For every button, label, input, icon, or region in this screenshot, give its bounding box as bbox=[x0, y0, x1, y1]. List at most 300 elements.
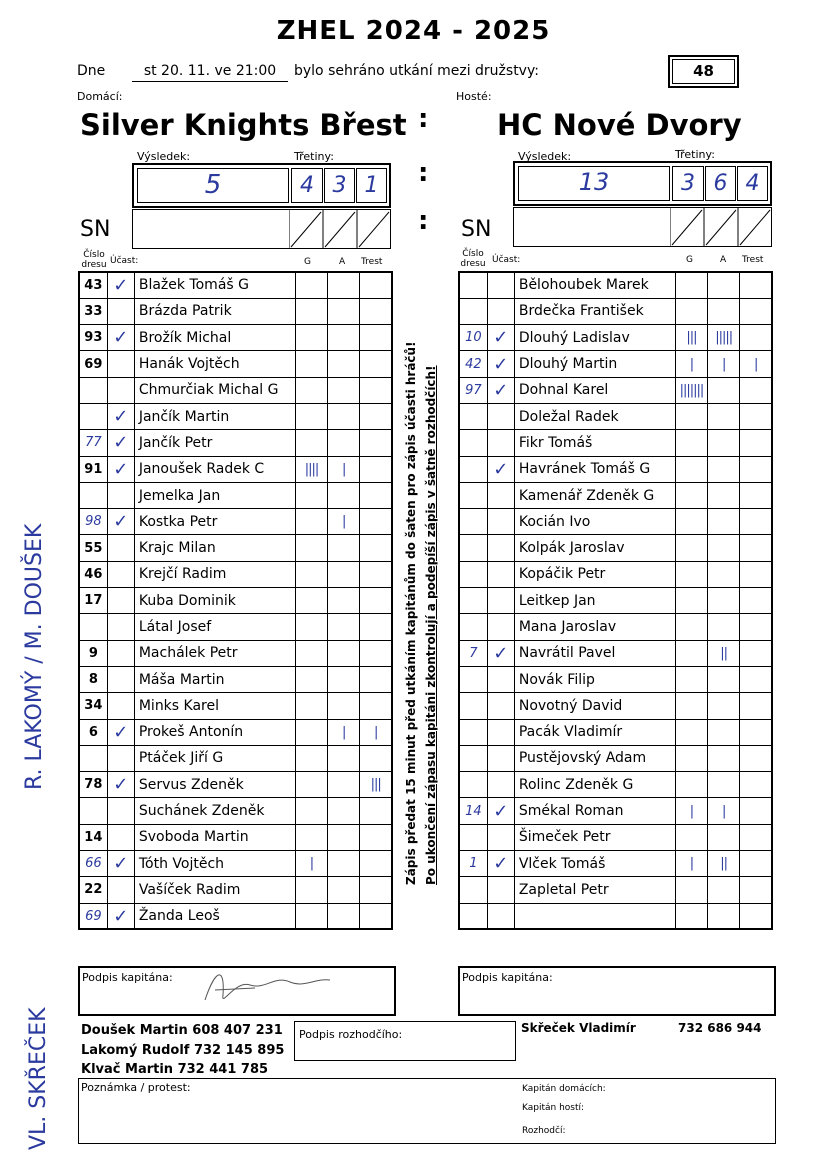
home-captain-sign-box bbox=[78, 966, 396, 1016]
assists-cell: || bbox=[708, 851, 740, 877]
home-roster-row bbox=[79, 614, 392, 640]
attendance-check: ✓ bbox=[487, 456, 514, 482]
player-name: Blažek Tomáš G bbox=[134, 272, 295, 298]
penalty-cell: | bbox=[360, 719, 392, 745]
player-name: Bělohoubek Marek bbox=[514, 272, 675, 298]
attendance-check bbox=[107, 877, 134, 903]
note-protest-box bbox=[78, 1078, 776, 1144]
home-roster-row bbox=[79, 666, 392, 692]
goals-cell bbox=[295, 351, 327, 377]
away-number-header: Číslo dresu bbox=[460, 249, 486, 269]
middle-note-1: Zápis předat 15 minut před utkáním kapitánům do šaten pro zápis účasti hráčů! bbox=[404, 341, 418, 885]
jersey-number: 98 bbox=[79, 509, 107, 535]
home-roster-row bbox=[79, 745, 392, 771]
goals-cell bbox=[295, 877, 327, 903]
goals-cell bbox=[675, 903, 707, 929]
goals-cell bbox=[295, 693, 327, 719]
player-name: Chmurčiak Michal G bbox=[134, 377, 295, 403]
penalty-cell bbox=[740, 561, 772, 587]
goals-cell bbox=[675, 588, 707, 614]
attendance-check: ✓ bbox=[107, 719, 134, 745]
attendance-check bbox=[487, 588, 514, 614]
attendance-check bbox=[487, 430, 514, 456]
home-roster-row bbox=[79, 535, 392, 561]
home-roster-row bbox=[79, 272, 392, 298]
goals-cell bbox=[295, 403, 327, 429]
attendance-check bbox=[107, 535, 134, 561]
away-score: 13 bbox=[578, 168, 610, 196]
penalty-cell bbox=[740, 877, 772, 903]
assists-cell bbox=[328, 272, 360, 298]
player-name: Mana Jaroslav bbox=[514, 614, 675, 640]
away-sn-box bbox=[513, 207, 772, 247]
home-roster-row bbox=[79, 561, 392, 587]
attendance-check: ✓ bbox=[107, 325, 134, 351]
penalty-cell bbox=[360, 851, 392, 877]
home-period-3: 1 bbox=[364, 173, 379, 198]
away-sn-label: SN bbox=[461, 217, 492, 242]
away-roster-row bbox=[459, 325, 772, 351]
goals-cell bbox=[295, 614, 327, 640]
jersey-number: 43 bbox=[79, 272, 107, 298]
penalty-cell bbox=[360, 561, 392, 587]
jersey-number: 55 bbox=[79, 535, 107, 561]
assists-cell bbox=[708, 377, 740, 403]
goals-cell bbox=[675, 456, 707, 482]
attendance-check bbox=[487, 403, 514, 429]
assists-cell bbox=[708, 509, 740, 535]
penalty-cell bbox=[740, 693, 772, 719]
player-name: Šimeček Petr bbox=[514, 824, 675, 850]
jersey-number bbox=[459, 535, 487, 561]
penalty-cell bbox=[360, 535, 392, 561]
home-a-header: A bbox=[339, 257, 346, 267]
jersey-number: 14 bbox=[459, 798, 487, 824]
assists-cell: ||||| bbox=[708, 325, 740, 351]
home-result-label: Výsledek: bbox=[137, 150, 191, 163]
attendance-check bbox=[487, 272, 514, 298]
goals-cell bbox=[675, 561, 707, 587]
penalty-cell bbox=[740, 588, 772, 614]
home-period-2: 3 bbox=[332, 173, 347, 198]
player-name: Doležal Radek bbox=[514, 403, 675, 429]
jersey-number: 6 bbox=[79, 719, 107, 745]
assists-cell: || bbox=[708, 640, 740, 666]
home-label: Domácí: bbox=[77, 90, 123, 103]
penalty-cell bbox=[740, 509, 772, 535]
penalty-cell bbox=[360, 693, 392, 719]
referee-2: Lakomý Rudolf 732 145 895 bbox=[81, 1043, 285, 1058]
player-name: Brdečka František bbox=[514, 298, 675, 324]
player-name: Kostka Petr bbox=[134, 509, 295, 535]
goals-cell bbox=[295, 640, 327, 666]
goals-cell: |||| bbox=[295, 456, 327, 482]
away-roster-row bbox=[459, 798, 772, 824]
jersey-number: 7 bbox=[459, 640, 487, 666]
assists-cell: | bbox=[328, 456, 360, 482]
penalty-cell bbox=[740, 272, 772, 298]
assists-cell bbox=[328, 588, 360, 614]
home-roster-table bbox=[78, 271, 393, 930]
home-score: 5 bbox=[204, 170, 222, 200]
attendance-check: ✓ bbox=[107, 403, 134, 429]
referee-3: Klvač Martin 732 441 785 bbox=[81, 1062, 269, 1077]
away-roster-row bbox=[459, 298, 772, 324]
penalty-cell bbox=[360, 640, 392, 666]
assists-cell bbox=[708, 430, 740, 456]
home-captain-bottom-label: Kapitán domácích: bbox=[522, 1084, 606, 1094]
assists-cell bbox=[328, 430, 360, 456]
attendance-check bbox=[487, 509, 514, 535]
player-name: Dohnal Karel bbox=[514, 377, 675, 403]
assists-cell bbox=[708, 456, 740, 482]
jersey-number: 78 bbox=[79, 772, 107, 798]
jersey-number bbox=[459, 561, 487, 587]
match-number: 48 bbox=[668, 55, 739, 88]
goals-cell bbox=[675, 640, 707, 666]
goals-cell bbox=[295, 798, 327, 824]
player-name: Novák Filip bbox=[514, 666, 675, 692]
assists-cell bbox=[328, 772, 360, 798]
home-roster-row bbox=[79, 509, 392, 535]
attendance-check bbox=[107, 798, 134, 824]
attendance-check: ✓ bbox=[487, 325, 514, 351]
attendance-check bbox=[487, 482, 514, 508]
jersey-number bbox=[79, 798, 107, 824]
assists-cell bbox=[708, 666, 740, 692]
jersey-number bbox=[459, 482, 487, 508]
home-roster-row bbox=[79, 824, 392, 850]
away-roster-row bbox=[459, 509, 772, 535]
jersey-number bbox=[459, 824, 487, 850]
attendance-check bbox=[487, 561, 514, 587]
player-name: Brázda Patrik bbox=[134, 298, 295, 324]
away-trest-header: Trest bbox=[742, 255, 764, 265]
jersey-number: 97 bbox=[459, 377, 487, 403]
jersey-number bbox=[79, 403, 107, 429]
jersey-number: 42 bbox=[459, 351, 487, 377]
player-name: Pustějovský Adam bbox=[514, 745, 675, 771]
attendance-check: ✓ bbox=[487, 377, 514, 403]
away-g-header: G bbox=[686, 255, 693, 265]
penalty-cell bbox=[360, 456, 392, 482]
player-name: Leitkep Jan bbox=[514, 588, 675, 614]
player-name: Suchánek Zdeněk bbox=[134, 798, 295, 824]
attendance-check: ✓ bbox=[107, 772, 134, 798]
attendance-check: ✓ bbox=[487, 851, 514, 877]
jersey-number bbox=[459, 745, 487, 771]
penalty-cell bbox=[740, 298, 772, 324]
goals-cell: | bbox=[675, 351, 707, 377]
home-roster-row bbox=[79, 693, 392, 719]
player-name: Jemelka Jan bbox=[134, 482, 295, 508]
jersey-number: 17 bbox=[79, 588, 107, 614]
jersey-number: 1 bbox=[459, 851, 487, 877]
goals-cell: | bbox=[295, 851, 327, 877]
contact-name: Skřeček Vladimír bbox=[521, 1021, 636, 1035]
home-captain-signature bbox=[195, 960, 335, 1012]
penalty-cell bbox=[360, 325, 392, 351]
assists-cell bbox=[328, 693, 360, 719]
goals-cell: ||||||| bbox=[675, 377, 707, 403]
penalty-cell bbox=[740, 640, 772, 666]
away-roster-row bbox=[459, 851, 772, 877]
away-roster-row bbox=[459, 903, 772, 929]
goals-cell bbox=[675, 693, 707, 719]
jersey-number bbox=[79, 482, 107, 508]
played-text: bylo sehráno utkání mezi družstvy: bbox=[294, 63, 539, 79]
jersey-number bbox=[459, 903, 487, 929]
assists-cell bbox=[328, 351, 360, 377]
penalty-cell: ||| bbox=[360, 772, 392, 798]
penalty-cell bbox=[360, 403, 392, 429]
jersey-number: 33 bbox=[79, 298, 107, 324]
assists-cell bbox=[328, 614, 360, 640]
home-roster-row bbox=[79, 325, 392, 351]
attendance-check: ✓ bbox=[107, 456, 134, 482]
penalty-cell bbox=[740, 614, 772, 640]
player-name: Máša Martin bbox=[134, 666, 295, 692]
colon-separator: : bbox=[418, 104, 429, 134]
goals-cell bbox=[295, 745, 327, 771]
penalty-cell bbox=[740, 798, 772, 824]
player-name: Látal Josef bbox=[134, 614, 295, 640]
assists-cell bbox=[328, 903, 360, 929]
attendance-check bbox=[487, 824, 514, 850]
player-name: Fikr Tomáš bbox=[514, 430, 675, 456]
assists-cell: | bbox=[328, 509, 360, 535]
player-name: Vlček Tomáš bbox=[514, 851, 675, 877]
goals-cell bbox=[295, 666, 327, 692]
assists-cell bbox=[328, 851, 360, 877]
player-name: Kolpák Jaroslav bbox=[514, 535, 675, 561]
attendance-check bbox=[487, 877, 514, 903]
penalty-cell bbox=[740, 377, 772, 403]
penalty-cell bbox=[740, 482, 772, 508]
jersey-number bbox=[79, 614, 107, 640]
away-captain-sign-label: Podpis kapitána: bbox=[462, 971, 553, 984]
note-protest-label: Poznámka / protest: bbox=[81, 1081, 191, 1094]
goals-cell bbox=[295, 325, 327, 351]
attendance-check bbox=[487, 666, 514, 692]
goals-cell bbox=[675, 877, 707, 903]
player-name: Zapletal Petr bbox=[514, 877, 675, 903]
home-roster-row bbox=[79, 456, 392, 482]
home-roster-row bbox=[79, 772, 392, 798]
player-name: Vašíček Radim bbox=[134, 877, 295, 903]
assists-cell: | bbox=[328, 719, 360, 745]
home-team-name: Silver Knights Břest bbox=[80, 108, 407, 142]
penalty-cell: | bbox=[740, 351, 772, 377]
penalty-cell bbox=[740, 719, 772, 745]
penalty-cell bbox=[740, 903, 772, 929]
assists-cell bbox=[328, 535, 360, 561]
attendance-check bbox=[487, 719, 514, 745]
attendance-check bbox=[107, 588, 134, 614]
goals-cell bbox=[675, 745, 707, 771]
goals-cell bbox=[295, 430, 327, 456]
player-name: Janoušek Radek C bbox=[134, 456, 295, 482]
penalty-cell bbox=[360, 272, 392, 298]
player-name: Servus Zdeněk bbox=[134, 772, 295, 798]
player-name: Jančík Martin bbox=[134, 403, 295, 429]
attendance-check bbox=[487, 614, 514, 640]
player-name: Hanák Vojtěch bbox=[134, 351, 295, 377]
attendance-check bbox=[107, 666, 134, 692]
home-roster-row bbox=[79, 798, 392, 824]
penalty-cell bbox=[740, 535, 772, 561]
jersey-number: 77 bbox=[79, 430, 107, 456]
referee-sign-label: Podpis rozhodčího: bbox=[299, 1028, 403, 1041]
away-roster-row bbox=[459, 377, 772, 403]
goals-cell bbox=[295, 272, 327, 298]
assists-cell bbox=[708, 482, 740, 508]
away-roster-row bbox=[459, 403, 772, 429]
penalty-cell bbox=[360, 377, 392, 403]
jersey-number: 69 bbox=[79, 903, 107, 929]
goals-cell bbox=[675, 535, 707, 561]
assists-cell bbox=[708, 719, 740, 745]
away-roster-row bbox=[459, 824, 772, 850]
away-roster-row bbox=[459, 482, 772, 508]
home-roster-row bbox=[79, 719, 392, 745]
penalty-cell bbox=[740, 430, 772, 456]
away-roster-row bbox=[459, 640, 772, 666]
home-trest-header: Trest bbox=[361, 257, 383, 267]
assists-cell bbox=[328, 561, 360, 587]
assists-cell bbox=[328, 377, 360, 403]
jersey-number: 14 bbox=[79, 824, 107, 850]
attendance-check bbox=[107, 640, 134, 666]
jersey-number: 22 bbox=[79, 877, 107, 903]
attendance-check: ✓ bbox=[107, 903, 134, 929]
player-name bbox=[514, 903, 675, 929]
jersey-number bbox=[459, 772, 487, 798]
penalty-cell bbox=[740, 325, 772, 351]
goals-cell bbox=[295, 509, 327, 535]
penalty-cell bbox=[360, 877, 392, 903]
away-roster-row bbox=[459, 561, 772, 587]
assists-cell bbox=[708, 903, 740, 929]
away-result-label: Výsledek: bbox=[518, 150, 572, 163]
home-roster-row bbox=[79, 351, 392, 377]
attendance-check bbox=[107, 482, 134, 508]
penalty-cell bbox=[360, 298, 392, 324]
away-score-box bbox=[513, 161, 772, 206]
goals-cell bbox=[295, 719, 327, 745]
away-attendance-header: Účast: bbox=[492, 255, 521, 265]
away-label: Hosté: bbox=[456, 90, 492, 103]
penalty-cell bbox=[360, 824, 392, 850]
goals-cell: | bbox=[675, 798, 707, 824]
goals-cell bbox=[295, 561, 327, 587]
attendance-check: ✓ bbox=[107, 509, 134, 535]
penalty-cell bbox=[360, 430, 392, 456]
away-roster-row bbox=[459, 456, 772, 482]
jersey-number bbox=[79, 745, 107, 771]
penalty-cell bbox=[740, 851, 772, 877]
home-number-header: Číslo dresu bbox=[81, 250, 107, 270]
home-roster-row bbox=[79, 903, 392, 929]
assists-cell bbox=[708, 298, 740, 324]
jersey-number: 46 bbox=[79, 561, 107, 587]
assists-cell bbox=[708, 745, 740, 771]
colon-separator: : bbox=[418, 158, 429, 188]
away-roster-row bbox=[459, 719, 772, 745]
home-periods-label: Třetiny: bbox=[294, 150, 334, 163]
attendance-check bbox=[107, 824, 134, 850]
assists-cell bbox=[328, 745, 360, 771]
assists-cell bbox=[328, 298, 360, 324]
home-sn-slashes bbox=[289, 210, 391, 248]
goals-cell bbox=[675, 482, 707, 508]
assists-cell bbox=[328, 824, 360, 850]
attendance-check bbox=[107, 614, 134, 640]
away-period-3: 4 bbox=[745, 171, 760, 196]
attendance-check: ✓ bbox=[107, 430, 134, 456]
goals-cell bbox=[295, 824, 327, 850]
attendance-check: ✓ bbox=[487, 640, 514, 666]
jersey-number bbox=[79, 377, 107, 403]
colon-separator: : bbox=[418, 206, 429, 236]
attendance-check bbox=[107, 298, 134, 324]
home-roster-row bbox=[79, 851, 392, 877]
attendance-check bbox=[487, 693, 514, 719]
goals-cell bbox=[675, 719, 707, 745]
penalty-cell bbox=[360, 903, 392, 929]
jersey-number: 9 bbox=[79, 640, 107, 666]
home-roster-row bbox=[79, 877, 392, 903]
away-a-header: A bbox=[720, 255, 727, 265]
player-name: Novotný David bbox=[514, 693, 675, 719]
home-g-header: G bbox=[304, 257, 311, 267]
player-name: Krejčí Radim bbox=[134, 561, 295, 587]
jersey-number bbox=[459, 456, 487, 482]
home-roster-row bbox=[79, 298, 392, 324]
jersey-number: 8 bbox=[79, 666, 107, 692]
player-name: Svoboda Martin bbox=[134, 824, 295, 850]
assists-cell bbox=[328, 877, 360, 903]
date-label: Dne bbox=[77, 63, 106, 79]
player-name: Pacák Vladimír bbox=[514, 719, 675, 745]
penalty-cell bbox=[740, 456, 772, 482]
penalty-cell bbox=[740, 745, 772, 771]
home-roster-row bbox=[79, 640, 392, 666]
referee-1: Doušek Martin 608 407 231 bbox=[81, 1023, 283, 1038]
goals-cell bbox=[295, 903, 327, 929]
player-name: Kamenář Zdeněk G bbox=[514, 482, 675, 508]
player-name: Kopáčik Petr bbox=[514, 561, 675, 587]
goals-cell bbox=[295, 588, 327, 614]
jersey-number: 10 bbox=[459, 325, 487, 351]
player-name: Havránek Tomáš G bbox=[514, 456, 675, 482]
assists-cell bbox=[328, 798, 360, 824]
side-handwriting-referees: R. LAKOMÝ / M. DOUŠEK bbox=[22, 523, 47, 790]
attendance-check bbox=[107, 745, 134, 771]
goals-cell bbox=[295, 377, 327, 403]
attendance-check: ✓ bbox=[107, 272, 134, 298]
player-name: Jančík Petr bbox=[134, 430, 295, 456]
home-roster-row bbox=[79, 403, 392, 429]
attendance-check bbox=[107, 377, 134, 403]
penalty-cell bbox=[740, 824, 772, 850]
goals-cell bbox=[675, 430, 707, 456]
jersey-number: 69 bbox=[79, 351, 107, 377]
player-name: Dlouhý Martin bbox=[514, 351, 675, 377]
referee-bottom-label: Rozhodčí: bbox=[522, 1126, 566, 1136]
attendance-check bbox=[487, 903, 514, 929]
assists-cell bbox=[328, 640, 360, 666]
